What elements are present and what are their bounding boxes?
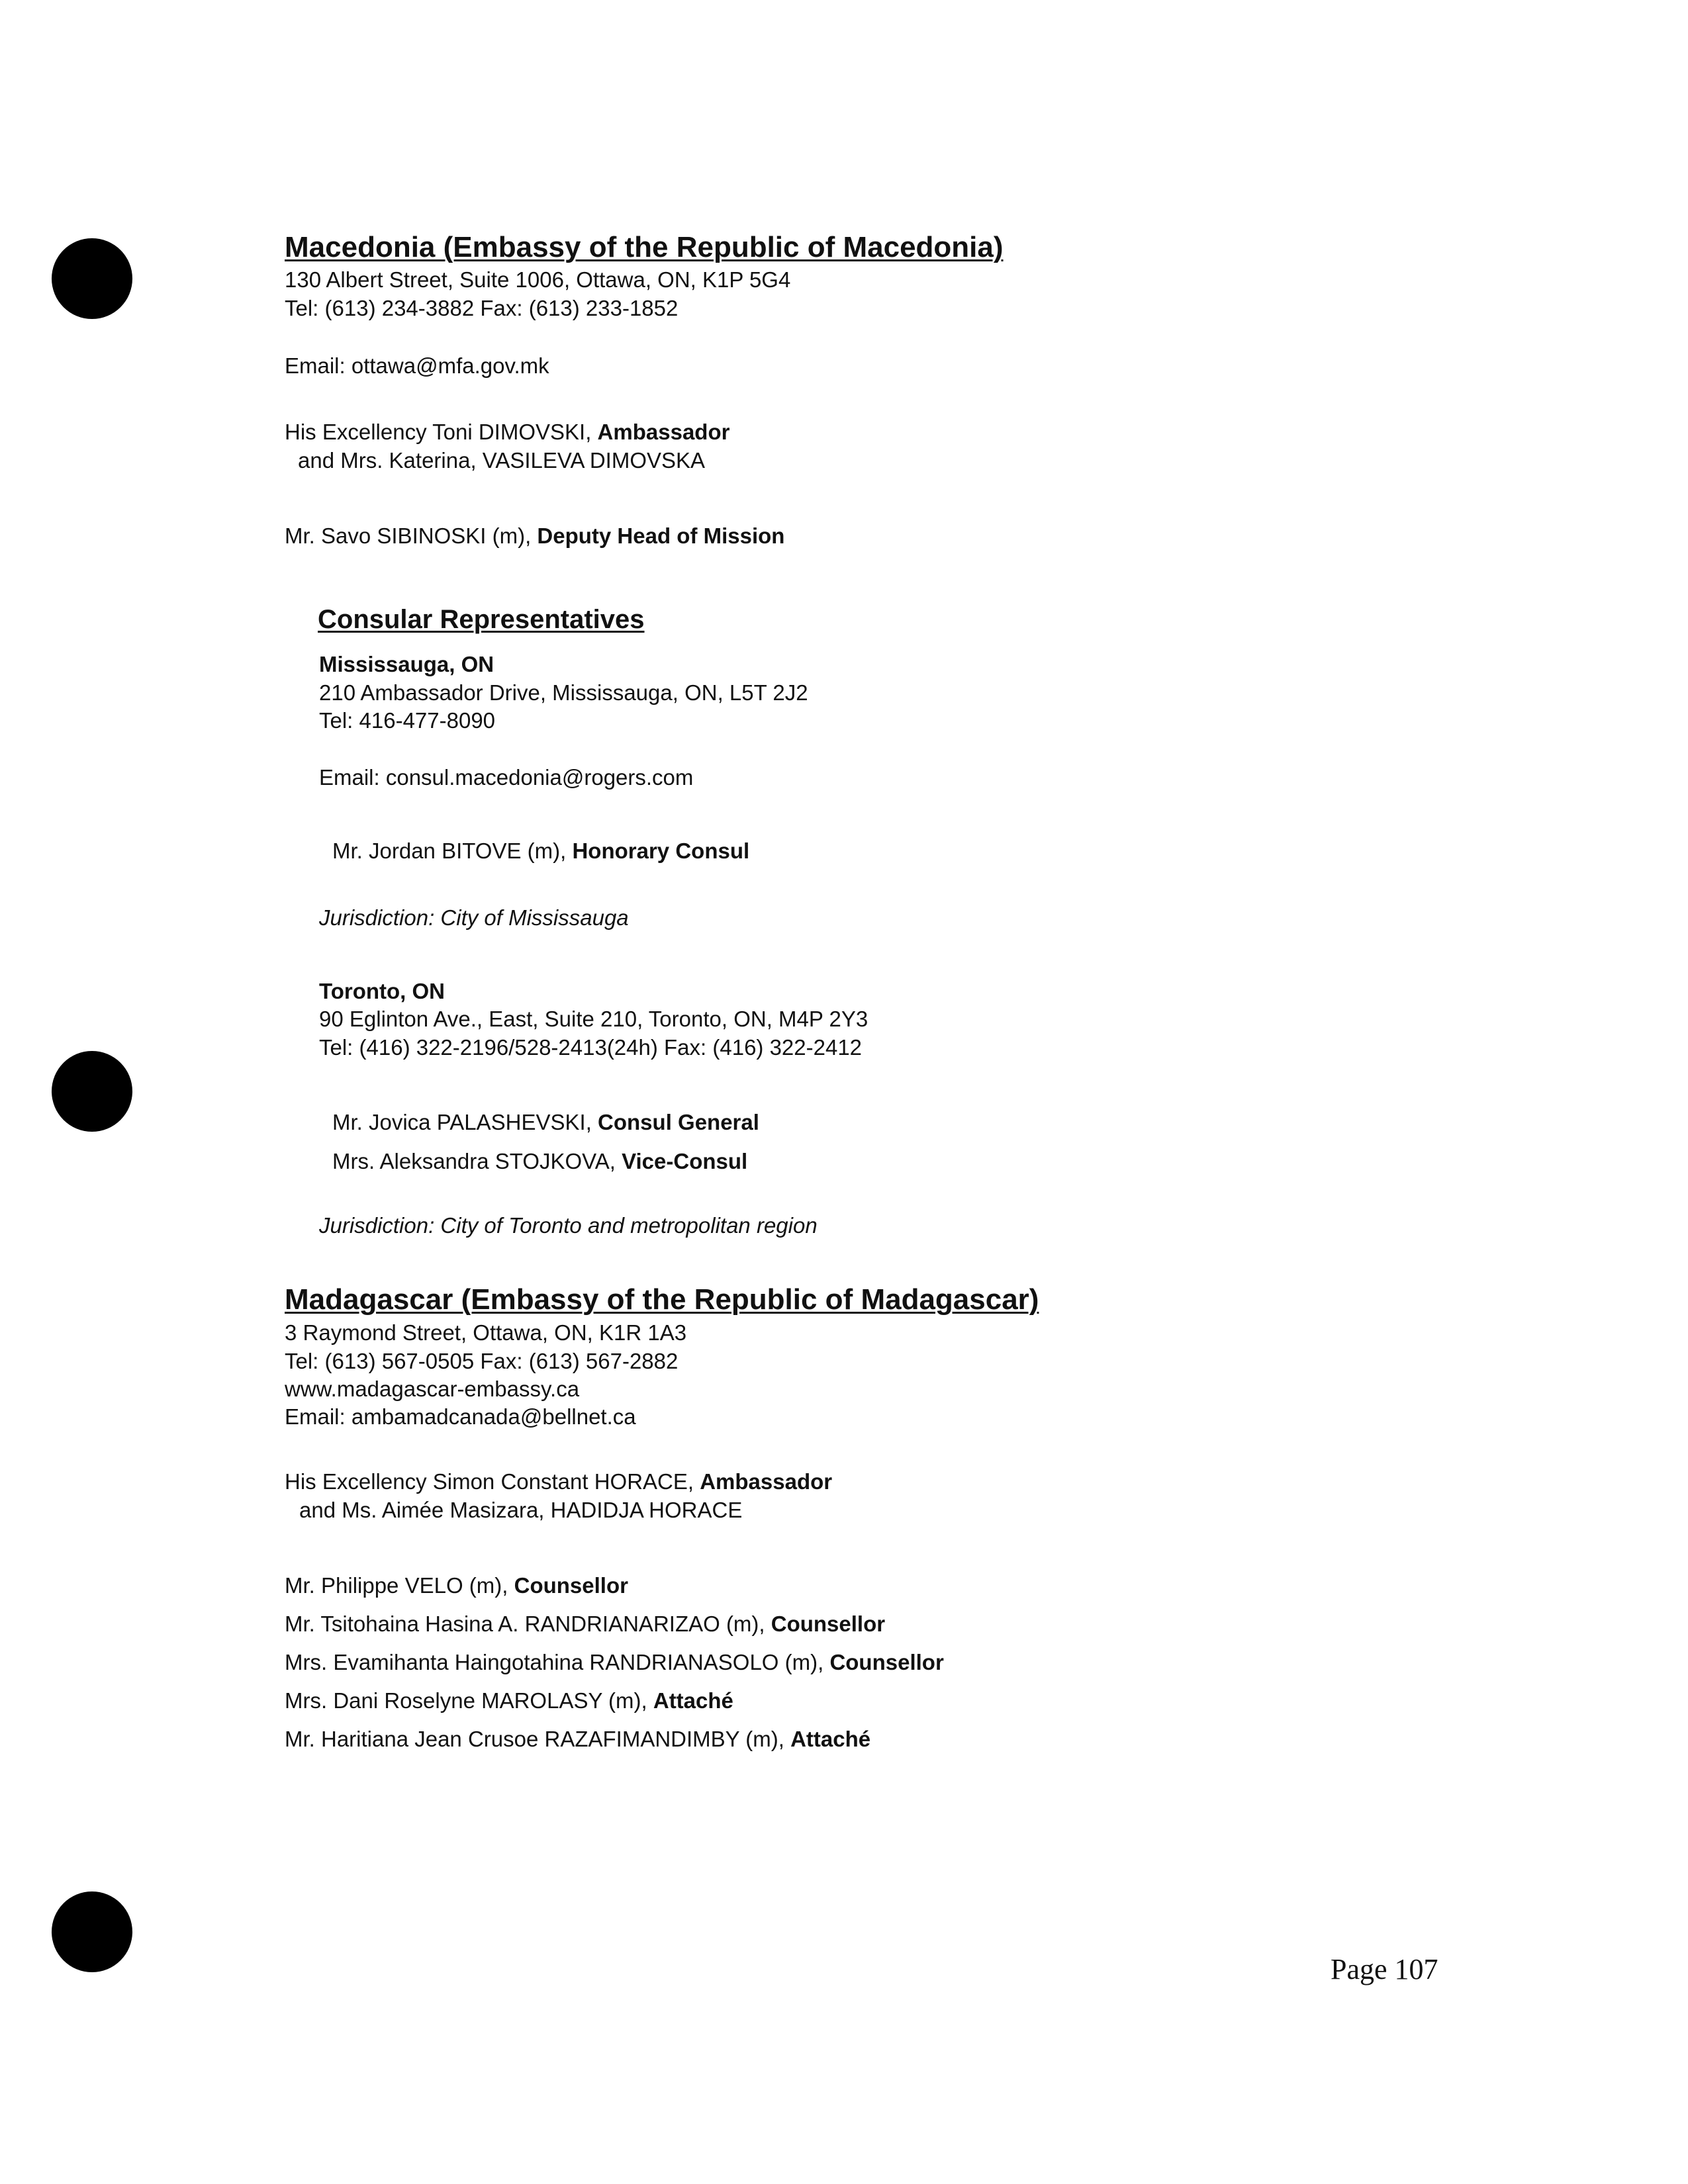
- staff-row: [285, 1726, 870, 1752]
- mississauga-consul: [332, 838, 749, 864]
- madagascar-email: Email: ambamadcanada@bellnet.ca: [285, 1404, 636, 1429]
- vice-consul-title: Vice-Consul: [622, 1149, 748, 1173]
- ambassador-name: His Excellency Toni DIMOVSKI,: [285, 420, 598, 444]
- staff-name: Mrs. Dani Roselyne MAROLASY (m),: [285, 1688, 653, 1713]
- mississauga-email: Email: consul.macedonia@rogers.com: [319, 765, 694, 790]
- madagascar-ambassador: [285, 1469, 832, 1495]
- staff-title: Counsellor: [771, 1612, 886, 1636]
- deputy-name: Mr. Savo SIBINOSKI (m),: [285, 523, 538, 548]
- toronto-city: Toronto, ON: [319, 979, 445, 1003]
- consular-heading: Consular Representatives: [318, 605, 645, 634]
- toronto-jurisdiction: Jurisdiction: City of Toronto and metropolitan region: [319, 1213, 818, 1238]
- staff-title: Counsellor: [829, 1650, 944, 1674]
- ambassador-name: His Excellency Simon Constant HORACE,: [285, 1469, 700, 1494]
- binder-hole-middle: [52, 1051, 132, 1132]
- macedonia-deputy: [285, 523, 784, 549]
- staff-row: [285, 1649, 944, 1676]
- ambassador-title: Ambassador: [700, 1469, 833, 1494]
- consul-title: Honorary Consul: [572, 839, 750, 863]
- staff-title: Attaché: [653, 1688, 733, 1713]
- macedonia-email: Email: ottawa@mfa.gov.mk: [285, 353, 549, 378]
- staff-row: [285, 1572, 628, 1599]
- consul-name: Mr. Jordan BITOVE (m),: [332, 839, 573, 863]
- madagascar-heading: Madagascar (Embassy of the Republic of Madagascar): [285, 1283, 1039, 1316]
- macedonia-ambassador: [285, 419, 729, 445]
- deputy-title: Deputy Head of Mission: [537, 523, 785, 548]
- consul-general-name: Mr. Jovica PALASHEVSKI,: [332, 1110, 598, 1134]
- toronto-vice-consul: [332, 1148, 747, 1175]
- madagascar-tel: Tel: (613) 567-0505 Fax: (613) 567-2882: [285, 1349, 679, 1373]
- staff-title: Counsellor: [514, 1573, 628, 1598]
- binder-hole-bottom: [52, 1891, 132, 1972]
- consul-general-title: Consul General: [598, 1110, 759, 1134]
- macedonia-address: 130 Albert Street, Suite 1006, Ottawa, ON, K1P 5G4: [285, 267, 791, 292]
- ambassador-title: Ambassador: [597, 420, 730, 444]
- macedonia-tel: Tel: (613) 234-3882 Fax: (613) 233-1852: [285, 296, 679, 320]
- staff-name: Mr. Philippe VELO (m),: [285, 1573, 514, 1598]
- staff-row: [285, 1611, 885, 1637]
- macedonia-spouse: and Mrs. Katerina, VASILEVA DIMOVSKA: [298, 448, 706, 473]
- vice-consul-name: Mrs. Aleksandra STOJKOVA,: [332, 1149, 622, 1173]
- staff-name: Mr. Tsitohaina Hasina A. RANDRIANARIZAO (m),: [285, 1612, 771, 1636]
- staff-title: Attaché: [790, 1727, 871, 1751]
- binder-hole-top: [52, 238, 132, 319]
- mississauga-address: 210 Ambassador Drive, Mississauga, ON, L5T 2J2: [319, 680, 808, 705]
- staff-name: Mr. Haritiana Jean Crusoe RAZAFIMANDIMBY (m),: [285, 1727, 791, 1751]
- page-number: Page 107: [1331, 1953, 1438, 1985]
- madagascar-spouse: and Ms. Aimée Masizara, HADIDJA HORACE: [299, 1498, 743, 1522]
- madagascar-web: www.madagascar-embassy.ca: [285, 1377, 580, 1401]
- mississauga-jurisdiction: Jurisdiction: City of Mississauga: [319, 905, 629, 930]
- staff-row: [285, 1688, 733, 1714]
- staff-name: Mrs. Evamihanta Haingotahina RANDRIANASOLO (m),: [285, 1650, 830, 1674]
- toronto-consul-general: [332, 1109, 759, 1136]
- mississauga-city: Mississauga, ON: [319, 652, 494, 676]
- toronto-address: 90 Eglinton Ave., East, Suite 210, Toronto, ON, M4P 2Y3: [319, 1007, 868, 1031]
- macedonia-heading: Macedonia (Embassy of the Republic of Macedonia): [285, 231, 1004, 263]
- mississauga-tel: Tel: 416-477-8090: [319, 708, 496, 733]
- madagascar-address: 3 Raymond Street, Ottawa, ON, K1R 1A3: [285, 1320, 687, 1345]
- toronto-tel: Tel: (416) 322-2196/528-2413(24h) Fax: (416) 322-2412: [319, 1035, 863, 1060]
